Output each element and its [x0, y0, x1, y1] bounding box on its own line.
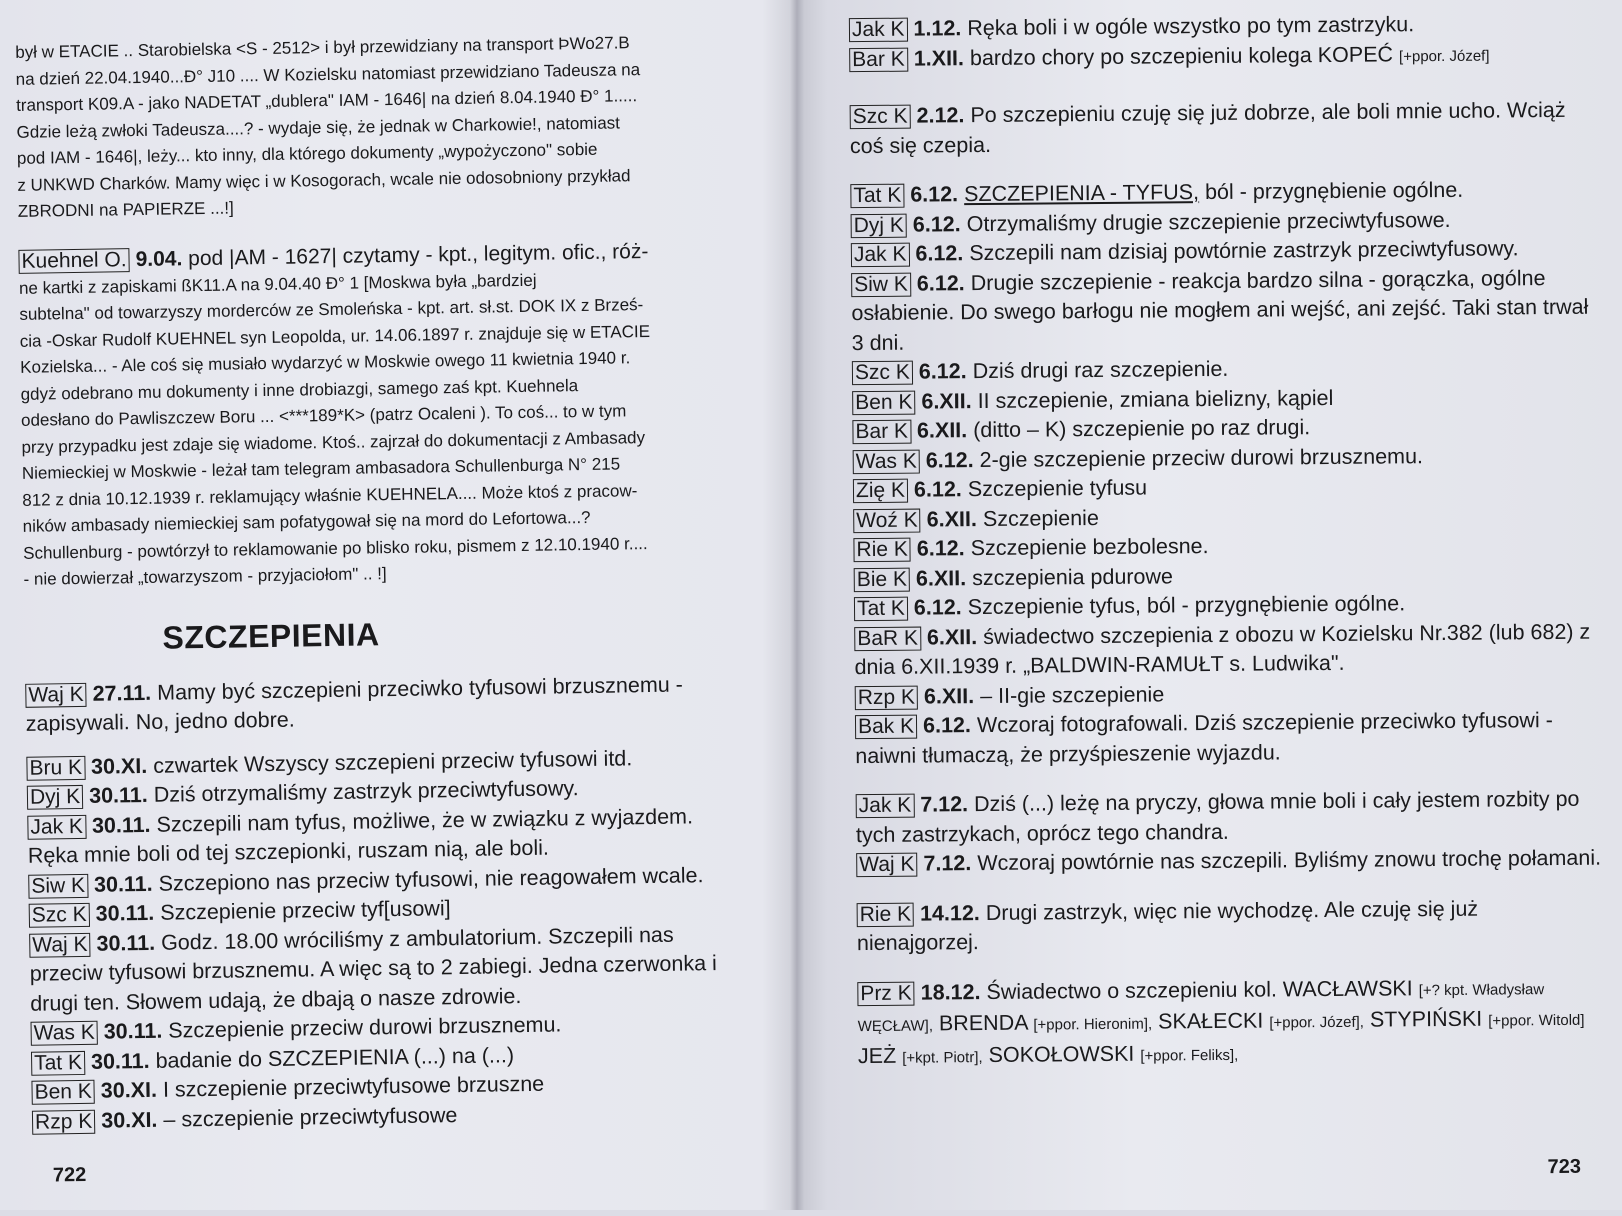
diary-entry	[854, 617, 1602, 683]
author-tag: Kuehnel O.	[18, 248, 129, 274]
entry-text: Szczepiono nas przeciw tyfusowi, nie reagowałem wcale.	[158, 862, 704, 896]
entry-text: Godz. 18.00 wróciliśmy z ambulatorium. Szczepili nas przeciw tyfusowi brzusznemu. A więc są to 2 zabiegi. Jedna czerwonka i drugi ten. Słowem udają, że dbają o nasze zdrowie.	[29, 922, 717, 1016]
entry-date: 7.12.	[920, 792, 969, 817]
entry-text: szczepienia pdurowe	[972, 563, 1174, 590]
kuehnel-line: odesłano do Pawliszczew Boru ... <***189*K> (patrz Ocaleni ). To coś... to w tym	[20, 401, 627, 430]
author-tag: Waj K	[25, 682, 87, 707]
entry-text: Szczepili nam dzisiaj powtórnie zastrzyk przeciwtyfusowy.	[969, 236, 1519, 266]
entry-date: 6.12.	[925, 447, 974, 473]
kuehnel-line: - nie dowierzał „towarzyszom - przyjaciołom" .. !]	[23, 564, 387, 589]
entry-text: Szczepienie tyfus, ból - przygnębienie ogólne.	[967, 591, 1406, 620]
entry-date: 6.12.	[910, 182, 959, 207]
right-page	[801, 0, 1622, 1214]
entry-date: 30.11.	[88, 782, 148, 808]
intro-line: transport K09.A - jako NADETAT „dublera" IAM - 1646| na dzień 8.04.1940 Đ° 1.....	[15, 86, 638, 115]
entry-text: Dziś drugi raz szczepienie.	[972, 356, 1229, 384]
intro-paragraph	[15, 29, 716, 225]
entry-text: I szczepienie przeciwtyfusowe brzuszne	[162, 1071, 545, 1102]
entry-text: Szczepienie tyfusu	[967, 475, 1148, 502]
kuehnel-line: cia -Oskar Rudolf KUEHNEL syn Leopolda, ur. 14.06.1897 r. znajduje się w ETACIE	[19, 321, 651, 351]
entry-text: Drugie szczepienie - reakcja bardzo silna - gorączka, ogólne osłabienie. Do swego barłogu nie mogłem ani wejść, ani zejść. Taki stan trwał 3 dni.	[851, 265, 1589, 355]
entry-note: [+ppor. Józef],	[1269, 1013, 1365, 1032]
diary-entry	[851, 263, 1600, 358]
author-tag: Tat K	[854, 597, 908, 621]
author-tag: Was K	[31, 1021, 98, 1046]
author-tag: Jak K	[851, 243, 910, 268]
page-number: 722	[52, 1163, 87, 1187]
entry-date: 6.XII.	[926, 624, 978, 650]
intro-line: na dzień 22.04.1940...Đ° J10 .... W Kozielsku natomiast przewidziano Tadeusza na	[15, 59, 641, 89]
entry-date: 30.11.	[90, 1048, 150, 1074]
entry-date: 6.12.	[918, 359, 967, 384]
entry-date: 30.XI.	[90, 753, 148, 779]
entry-note: [+? kpt. Władysław WĘCŁAW],	[857, 980, 1545, 1036]
entry-text: badanie do SZCZEPIENIA (...) na (...)	[155, 1042, 515, 1073]
entry-text: Szczepienie bezbolesne.	[970, 534, 1209, 561]
author-tag: Szc K	[850, 105, 911, 130]
entry-text: Szczepili nam tyfus, możliwe, że w związku z wyjazdem. Ręka mnie boli od tej szczepionki, ruszam nią, ale boli.	[27, 803, 694, 868]
entry-text: Szczepienie przeciw durowi brzusznemu.	[168, 1012, 562, 1043]
author-tag: Ben K	[852, 390, 915, 415]
author-tag: Siw K	[851, 272, 911, 297]
author-tag: Bru K	[26, 755, 85, 780]
entry-date: 9.04.	[135, 246, 183, 271]
diary-entry	[850, 96, 1598, 162]
kuehnel-line: Kozielska... - Ale coś się musiało wydarzyć w Moskwie owego 11 kwietnia 1940 r.	[20, 348, 631, 377]
author-tag: Rzp K	[32, 1109, 96, 1134]
entry-date: 6.XII.	[926, 506, 978, 532]
kuehnel-line: przy przypadku jest zdaje się wiadome. Ktoś.. zajrzał do dokumentacji z Ambasady	[21, 427, 646, 457]
entry-text: II szczepienie, zmiana bielizny, kąpiel	[977, 385, 1334, 413]
entry-text: Świadectwo o szczepieniu kol. WACŁAWSKI	[986, 975, 1413, 1004]
author-tag: Jak K	[27, 814, 86, 839]
entry-note: [+ppor. Witold]	[1488, 1011, 1585, 1030]
diary-entry-last	[857, 972, 1606, 1073]
entry-date: 18.12.	[920, 979, 981, 1005]
entry-text: – II-gie szczepienie	[980, 681, 1165, 708]
author-tag: Was K	[853, 449, 920, 474]
author-tag: Dyj K	[27, 785, 84, 810]
entry-date: 6.12.	[922, 713, 972, 738]
entry-date: 7.12.	[923, 851, 972, 876]
entry-text: Drugi zastrzyk, więc nie wychodzę. Ale czuję się już nienajgorzej.	[856, 896, 1479, 956]
entry-date: 30.XI.	[101, 1107, 158, 1133]
entry-date: 30.11.	[96, 930, 156, 956]
entry-text: Mamy być szczepieni przeciwko tyfusowi brzusznemu - zapisywali. No, jedno dobre.	[25, 671, 684, 736]
entry-date: 6.XII.	[923, 683, 975, 709]
author-tag: Jak K	[856, 794, 915, 819]
entry-text: czwartek Wszyscy szczepieni przeciw tyfusowi itd.	[153, 745, 633, 778]
author-tag: Bar K	[849, 47, 908, 72]
entry-text: Wczoraj fotografowali. Dziś szczepienie przeciwko tyfusowi - naiwni tłumaczą, że przyśpieszenie wyjazdu.	[855, 708, 1553, 768]
author-tag: BaR K	[854, 626, 921, 651]
entry-date: 6.XII.	[916, 418, 968, 443]
intro-line: ZBRODNI na PAPIERZE ...!]	[17, 198, 234, 221]
entry-text: – szczepienie przeciwtyfusowe	[163, 1102, 458, 1132]
intro-line: z UNKWD Charków. Mamy więc i w Kosogorach, wcale nie odosobniony przykład	[17, 165, 631, 195]
author-tag: Jak K	[849, 18, 908, 43]
entry-date: 27.11.	[92, 680, 152, 706]
diary-entry	[849, 38, 1597, 76]
kuehnel-line: pod |AM - 1627| czytamy - kpt., legitym. ofic., róż-	[187, 239, 649, 270]
author-tag: Tat K	[850, 184, 904, 208]
entry-text: Szczepienie	[982, 505, 1099, 531]
entry-date: 6.XII.	[915, 565, 967, 591]
author-tag: Tat K	[31, 1050, 85, 1075]
kuehnel-line: subtelna" od towarzyszy morderców ze Smoleńska - kpt. art. sł.st. DOK IX z Brześ-	[19, 295, 644, 324]
entry-text: JEŻ	[857, 1043, 897, 1068]
entry-text: Szczepienie przeciw tyf[usowi]	[160, 896, 451, 925]
author-tag: Rie K	[853, 538, 911, 562]
entry-date: 30.11.	[91, 812, 151, 838]
intro-line: Gdzie leżą zwłoki Tadeusza....? - wydaje się, że jednak w Charkowie!, natomiast	[16, 112, 621, 142]
entry-text: Wczoraj powtórnie nas szczepili. Byliśmy znowu trochę połamani.	[977, 845, 1602, 876]
entry-date: 6.12.	[912, 211, 961, 237]
entry-date: 6.XII.	[921, 388, 972, 414]
entry-note: [+ppor. Hieronim],	[1033, 1015, 1153, 1034]
entry-date: 1.XII.	[913, 45, 965, 71]
section-heading: SZCZEPIENIA	[162, 615, 380, 656]
entry-text: (ditto – K) szczepienie po raz drugi.	[973, 415, 1311, 443]
entry-text: SKAŁECKI	[1157, 1008, 1264, 1034]
author-tag: Woź K	[853, 508, 921, 533]
left-page	[0, 0, 799, 1216]
entry-text: SOKOŁOWSKI	[988, 1041, 1135, 1067]
entry-date: 6.12.	[915, 241, 964, 266]
page-number: 723	[1547, 1155, 1582, 1179]
entry-text: świadectwo szczepienia z obozu w Kozielsku Nr.382 (lub 682) z dnia 6.XII.1939 r. „BALDWIN-RAMUŁT s. Ludwika".	[854, 619, 1591, 680]
entry-date: 30.11.	[103, 1018, 163, 1044]
author-tag: Szc K	[852, 361, 913, 386]
entry-note: [+ppor. Feliks],	[1140, 1046, 1239, 1065]
entry-date: 6.12.	[913, 595, 962, 620]
entry-text: bardzo chory po szczepieniu kolega KOPEĆ	[969, 41, 1394, 70]
author-tag: Waj K	[856, 853, 917, 878]
entry-text: ból - przygnębienie ogólne.	[1204, 177, 1464, 205]
entry-date: 1.12.	[913, 16, 962, 41]
diary-entry	[855, 706, 1603, 772]
entry-text: Ręka boli i w ogóle wszystko po tym zastrzyku.	[967, 12, 1415, 41]
diary-entry	[856, 785, 1604, 851]
entry-date: 14.12.	[919, 900, 980, 926]
kuehnel-line: ne kartki z zapiskami ßK11.A na 9.04.40 Đ° 1 [Moskwa była „bardziej	[18, 270, 537, 298]
entry-text: Dziś otrzymaliśmy zastrzyk przeciwtyfusowy.	[153, 776, 579, 807]
diary-entry	[27, 801, 726, 871]
author-tag: Waj K	[29, 932, 91, 957]
intro-line: był w ETACIE .. Starobielska <S - 2512> i był przewidziany na transport ÞWo27.B	[15, 33, 630, 62]
intro-line: pod IAM - 1646|, leży... kto inny, dla którego dokumenty „wypożyczono" sobie	[16, 139, 598, 168]
entry-note: [+ppor. Józef]	[1398, 47, 1490, 65]
kuehnel-line: Niemieckiej w Moskwie - leżał tam telegram ambasadora Schullenburga N° 215	[21, 454, 621, 483]
entry-date: 30.11.	[93, 871, 153, 897]
diary-entry	[29, 919, 728, 1018]
entry-text: 2-gie szczepienie przeciw durowi brzusznemu.	[979, 443, 1424, 472]
author-tag: Bar K	[852, 420, 911, 445]
kuehnel-paragraph	[18, 236, 721, 593]
entry-text: Otrzymaliśmy drugie szczepienie przeciwtyfusowe.	[966, 207, 1451, 236]
author-tag: Bie K	[854, 567, 910, 591]
entry-note: [+kpt. Piotr],	[902, 1048, 983, 1067]
entry-text: Po szczepieniu czuję się już dobrze, ale boli mnie ucho. Wciąż coś się czepia.	[849, 97, 1566, 158]
kuehnel-line: Schullenburg - powtórzył to reklamowanie po blisko roku, pismem z 12.10.1940 r....	[22, 533, 648, 563]
entry-text: Dziś (...) leżę na pryczy, głowa mnie boli i cały jestem rozbity po tych zastrzykach, oprócz tego chandra.	[855, 786, 1580, 847]
entry-date: 6.12.	[916, 270, 965, 296]
entry-text: STYPIŃSKI	[1369, 1006, 1483, 1032]
author-tag: Bak K	[855, 715, 917, 740]
entry-date: 6.12.	[916, 536, 965, 561]
author-tag: Szc K	[29, 903, 90, 928]
author-tag: Ben K	[31, 1080, 95, 1105]
author-tag: Rie K	[857, 902, 915, 926]
author-tag: Dyj K	[851, 213, 907, 237]
author-tag: Siw K	[28, 873, 88, 898]
entry-text-underlined: SZCZEPIENIA - TYFUS,	[963, 180, 1200, 207]
author-tag: Zię K	[853, 479, 908, 503]
diary-entry	[25, 669, 724, 739]
author-tag: Rzp K	[855, 685, 918, 710]
kuehnel-line: ników ambasady niemieckiej sam pofatygował się na mord do Lefortowa...?	[22, 507, 591, 536]
entry-date: 2.12.	[916, 103, 965, 128]
left-entries	[25, 669, 730, 1136]
kuehnel-line: 812 z dnia 10.12.1939 r. reklamujący właśnie KUEHNELA.... Może ktoś z pracow-	[22, 480, 638, 510]
entry-date: 30.XI.	[100, 1077, 158, 1103]
kuehnel-line: gdyż odebrano mu dokumenty i inne drobiazgi, samego zaś kpt. Kuehnela	[20, 375, 579, 404]
author-tag: Prz K	[857, 981, 915, 1005]
diary-entry	[857, 893, 1605, 959]
entry-date: 6.12.	[913, 477, 962, 502]
entry-text: BRENDA	[938, 1010, 1028, 1036]
entry-date: 30.11.	[95, 900, 155, 926]
